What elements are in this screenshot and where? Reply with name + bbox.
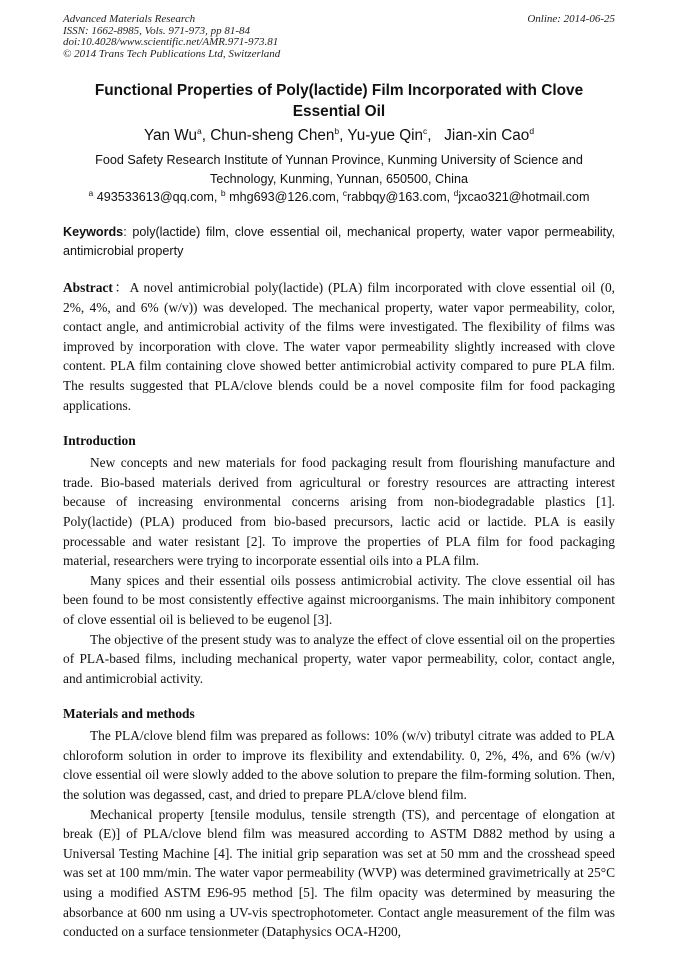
author [444,127,534,144]
author [144,127,210,144]
affiliation: Food Safety Research Institute of Yunnan Province, Kunming University of Science and Technology, Kunming, Yunnan, 650500, China [95,153,583,186]
author-name: Yu-yue Qin [347,127,424,144]
keywords-label: Keywords [63,225,124,239]
separator: , [213,190,221,204]
journal-header [63,14,615,60]
author-name: Yan Wu [143,127,197,144]
section-body-introduction [63,453,615,688]
separator: , [335,190,343,204]
author-mark: c [423,125,428,136]
author [347,127,440,144]
email-mark: a [88,187,94,198]
abstract [63,278,615,415]
separator: , [427,127,441,144]
email-mark: b [220,187,226,198]
author-name: Chun-sheng Chen [210,127,335,144]
abstract-text: ：A novel antimicrobial poly(lactide) (PLA) film incorporated with clove essential oil (0, 2%, 4%, and 6% (w/v)) was developed. The mechanical property, water vapor permeability, color, contact angle, and antimicrobial activity of the films were investigated. The flexibility of films was improved by incorporation with clove. The water vapor permeability slightly increased with clove content. PLA film containing clove showed better antimicrobial activity compared to pure PLA film. The results suggested that PLA/clove blends could be a novel composite film for food packaging applications. [63,280,615,413]
email: mhg693@126.com [225,190,336,204]
paragraph: The PLA/clove blend film was prepared as follows: 10% (w/v) tributyl citrate was added to PLA chloroform solution in order to improve its flexibility and extendability. 0, 2%, 4%, and 6% (w/v) clove essential oil were slowly added to the above solution to prepare the film-forming solution. Then, the solution was degassed, cast, and dried to prepare PLA/clove blend film. [63,728,615,803]
separator: , [201,127,211,144]
author-name: Jian-xin Cao [444,127,530,144]
separator: , [446,190,454,204]
paragraph: New concepts and new materials for food packaging result from flourishing manufacture and trade. Bio-based materials derived from agricultural or forestry resources are attracting interest because of increasing environmental concerns arising from non-biodegradable plastics [1]. Poly(lactide) (PLA) produced from bio-based precursors, lactic acid or lactide. PLA is easily processable and water resistant [2]. To improve the properties of PLA film for food packaging material, researchers were trying to incorporate essential oils into a PLA film. [63,455,615,569]
email: 493533613@qq.com [93,190,214,204]
online-date: Online: 2014-06-25 [527,13,615,25]
separator: , [339,127,348,144]
section-heading-introduction: Introduction [63,433,136,449]
paragraph: Mechanical property [tensile modulus, tensile strength (TS), and percentage of elongation at break (E)] of PLA/clove blend film was measured according to ASTM D882 method by using a Universal Testing Machine [4]. The initial grip separation was set at 50 mm and the crosshead speed was set at 100 mm/min. The water vapor permeability (WVP) was determined gravimetrically at 25°C using a modified ASTM E96-95 method [5]. The film opacity was determined by measuring the absorbance at 600 nm using a UV-vis spectrophotometer. Contact angle measurement of the film was conducted on a surface tensionmeter (Dataphysics OCA-H200, [63,806,615,940]
author-mark: d [529,125,535,136]
section-heading-materials-methods: Materials and methods [63,706,195,722]
keywords [63,223,615,261]
copyright-line: © 2014 Trans Tech Publications Ltd, Switzerland [63,47,281,60]
issn-line: ISSN: 1662-8985, Vols. 971-973, pp 81-84 [63,24,250,37]
paragraph: The objective of the present study was to analyze the effect of clove essential oil on the properties of PLA-based films, including mechanical property, water vapor permeability, color, contact angle, and antimicrobial activity. [63,631,615,686]
journal-name: Advanced Materials Research [63,13,196,25]
paper-page [63,14,615,942]
email-mark: c [342,187,347,198]
author [210,127,347,144]
email: rabbqy@163.com [347,190,447,204]
email: jxcao321@hotmail.com [458,190,590,204]
paper-title: Functional Properties of Poly(lactide) Film Incorporated with Clove Essential Oil [94,82,584,120]
author-emails [63,189,615,206]
doi-line: doi:10.4028/www.scientific.net/AMR.971-973.81 [63,36,279,48]
author-mark: a [196,125,202,136]
paragraph: Many spices and their essential oils possess antimicrobial activity. The clove essential oil has been found to be most consistently effective against microorganisms. The main inhibitory component of clove essential oil is believed to be eugenol [3]. [63,572,615,627]
email-mark: d [453,187,459,198]
author-list [63,126,615,146]
abstract-label: Abstract [63,280,113,295]
author-mark: b [334,125,340,136]
section-body-materials-methods [63,726,615,942]
keywords-text: : poly(lactide) film, clove essential oil, mechanical property, water vapor permeability, antimicrobial property [63,225,615,258]
